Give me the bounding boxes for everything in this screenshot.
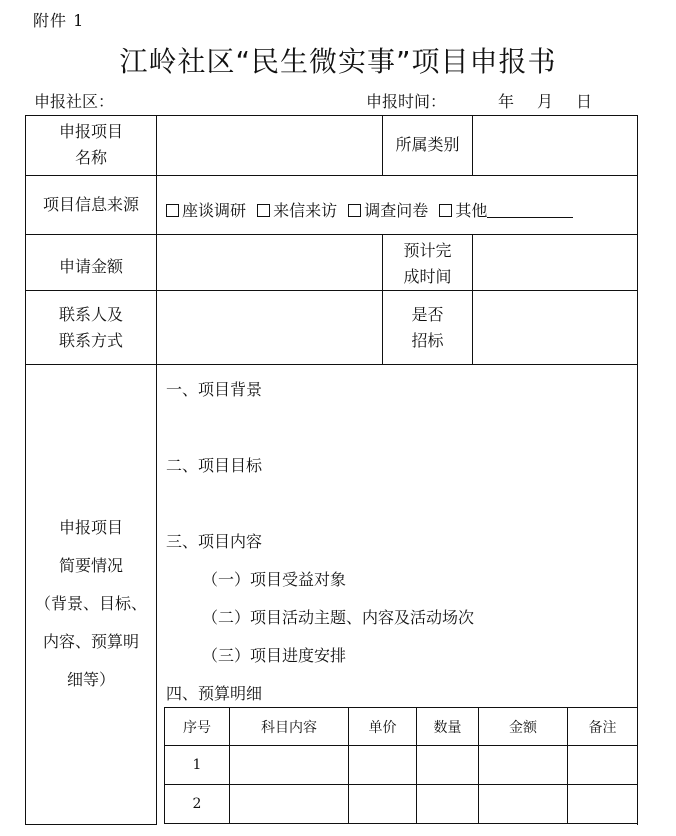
option-survey[interactable]: 调查问卷 bbox=[348, 201, 428, 220]
section-background: 一、项目背景 bbox=[166, 380, 263, 399]
section-content-schedule: （三）项目进度安排 bbox=[202, 646, 347, 665]
time-label: 申报时间： bbox=[366, 92, 447, 111]
option-other[interactable]: 其他 bbox=[439, 201, 573, 220]
tender-field[interactable] bbox=[473, 291, 637, 364]
section-budget: 四、预算明细 bbox=[166, 684, 263, 703]
community-label: 申报社区： bbox=[34, 92, 115, 111]
summary-label: 申报项目 简要情况 （背景、目标、 内容、预算明 细等） bbox=[34, 518, 147, 689]
year-label: 年 bbox=[498, 92, 515, 111]
option-letters[interactable]: 来信来访 bbox=[257, 201, 337, 220]
section-content: 三、项目内容 bbox=[166, 532, 263, 551]
budget-header-quantity: 数量 bbox=[433, 720, 462, 736]
budget-header-unit-price: 单价 bbox=[368, 720, 397, 736]
completion-label: 预计完 成时间 bbox=[403, 241, 452, 286]
other-blank[interactable] bbox=[487, 203, 573, 218]
amount-field[interactable] bbox=[157, 235, 382, 290]
category-field[interactable] bbox=[473, 116, 637, 175]
budget-header-remark: 备注 bbox=[588, 720, 617, 736]
checkbox-icon[interactable] bbox=[439, 204, 452, 217]
info-source-label: 项目信息来源 bbox=[42, 195, 139, 214]
option-forum[interactable]: 座谈调研 bbox=[166, 201, 246, 220]
budget-header-amount: 金额 bbox=[509, 720, 537, 736]
tender-label: 是否 招标 bbox=[411, 305, 444, 350]
checkbox-icon[interactable] bbox=[348, 204, 361, 217]
budget-header-index: 序号 bbox=[183, 720, 211, 736]
amount-label: 申请金额 bbox=[58, 257, 123, 276]
table-row-index: 2 bbox=[192, 796, 202, 812]
contact-label: 联系人及 联系方式 bbox=[58, 305, 123, 350]
day-label: 日 bbox=[576, 92, 593, 111]
checkbox-icon[interactable] bbox=[166, 204, 179, 217]
table-row-index: 1 bbox=[192, 757, 202, 773]
budget-header-item: 科目内容 bbox=[261, 720, 317, 736]
month-label: 月 bbox=[537, 92, 554, 111]
checkbox-icon[interactable] bbox=[257, 204, 270, 217]
category-label: 所属类别 bbox=[395, 135, 460, 154]
section-content-beneficiaries: （一）项目受益对象 bbox=[202, 570, 347, 589]
section-goal: 二、项目目标 bbox=[166, 456, 263, 475]
section-content-activities: （二）项目活动主题、内容及活动场次 bbox=[202, 608, 475, 627]
info-source-options bbox=[166, 198, 573, 221]
project-name-field[interactable] bbox=[157, 116, 382, 175]
attachment-label: 附件 1 bbox=[33, 11, 85, 30]
page-title: 江岭社区“民生微实事”项目申报书 bbox=[119, 45, 557, 78]
completion-field[interactable] bbox=[473, 235, 637, 290]
contact-field[interactable] bbox=[157, 291, 382, 364]
project-name-label: 申报项目 名称 bbox=[58, 122, 123, 167]
